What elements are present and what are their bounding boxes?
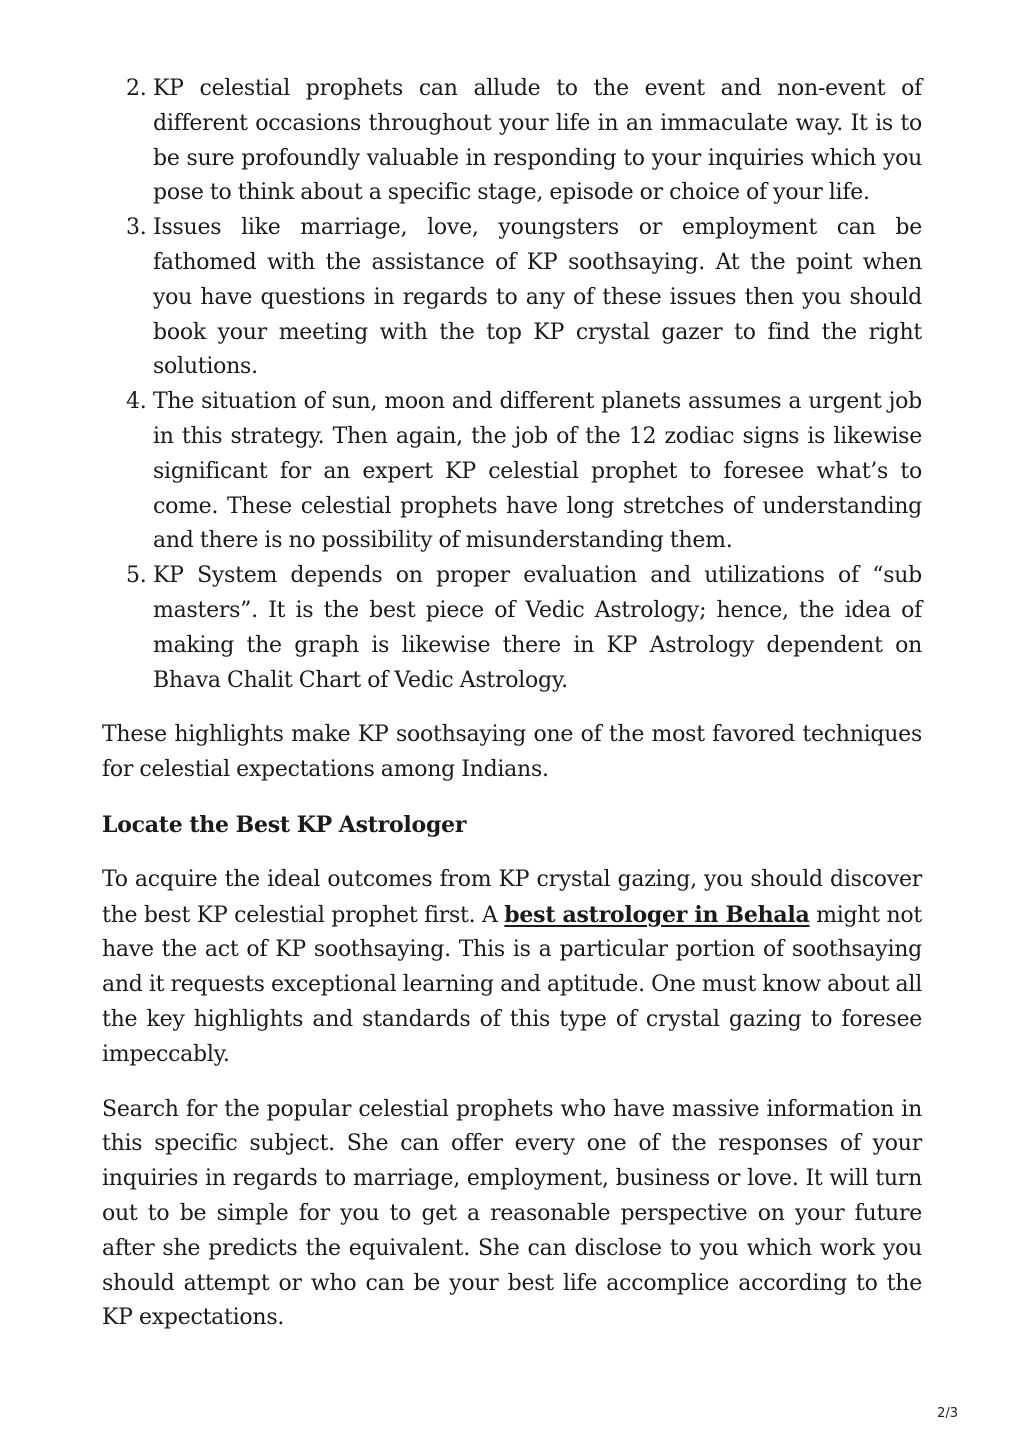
- list-item: [102, 385, 922, 559]
- list-item: [102, 559, 922, 698]
- locate-paragraph: [102, 863, 922, 1073]
- list-item-text: KP celestial prophets can allude to the event and non-event of different occasions throughout your life in an immaculate way. It is to be sure profoundly valuable in responding to your inquiries which you pose to think about a specific stage, episode or choice of your life.: [153, 76, 922, 206]
- search-paragraph: Search for the popular celestial prophets who have massive information in this specific subject. She can offer every one of the responses of your inquiries in regards to marriage, employment, business or love. It will turn out to be simple for you to get a reasonable perspective on your future after she predicts the equivalent. She can disclose to you which work you should attempt or who can be your best life accomplice according to the KP expectations.: [102, 1096, 922, 1331]
- list-item: [102, 211, 922, 385]
- page-indicator: 2/3: [937, 1406, 958, 1421]
- summary-paragraph: These highlights make KP soothsaying one of the most favored techniques for celestial expectations among Indians.: [102, 722, 922, 783]
- document-page: [102, 72, 922, 1336]
- best-astrologer-link[interactable]: best astrologer in Behala: [504, 901, 810, 928]
- list-item-text: KP System depends on proper evaluation and utilizations of “sub masters”. It is the best piece of Vedic Astrology; hence, the idea of making the graph is likewise there in KP Astrology dependent on Bhava Chalit Chart of Vedic Astrology.: [153, 563, 922, 693]
- list-item-number: 5.: [126, 563, 147, 589]
- list-item: [102, 72, 922, 211]
- list-item-number: 4.: [126, 389, 147, 415]
- list-item-number: 2.: [126, 76, 147, 101]
- locate-paragraph-text-after: might not have the act of KP soothsaying. This is a particular portion of soothsaying and it requests exceptional learning and aptitude. One must know about all the key highlights and standards of this type of crystal gazing to foresee impeccably.: [102, 902, 923, 1067]
- numbered-list: [102, 72, 922, 698]
- list-item-number: 3.: [126, 215, 147, 241]
- locate-paragraph-text-before: To acquire the ideal outcomes from KP crystal gazing, you should discover the best KP celestial prophet first. A: [102, 866, 922, 928]
- section-heading: Locate the Best KP Astrologer: [102, 811, 467, 838]
- list-item-text: Issues like marriage, love, youngsters or employment can be fathomed with the assistance of KP soothsaying. At the point when you have questions in regards to any of these issues then you should book your meeting with the top KP crystal gazer to find the right solutions.: [153, 215, 922, 380]
- list-item-text: The situation of sun, moon and different planets assumes a urgent job in this strategy. Then again, the job of the 12 zodiac signs is likewise significant for an expert KP celestial prophet to foresee what’s to come. These celestial prophets have long stretches of understanding and there is no possibility of misunderstanding them.: [153, 389, 922, 554]
